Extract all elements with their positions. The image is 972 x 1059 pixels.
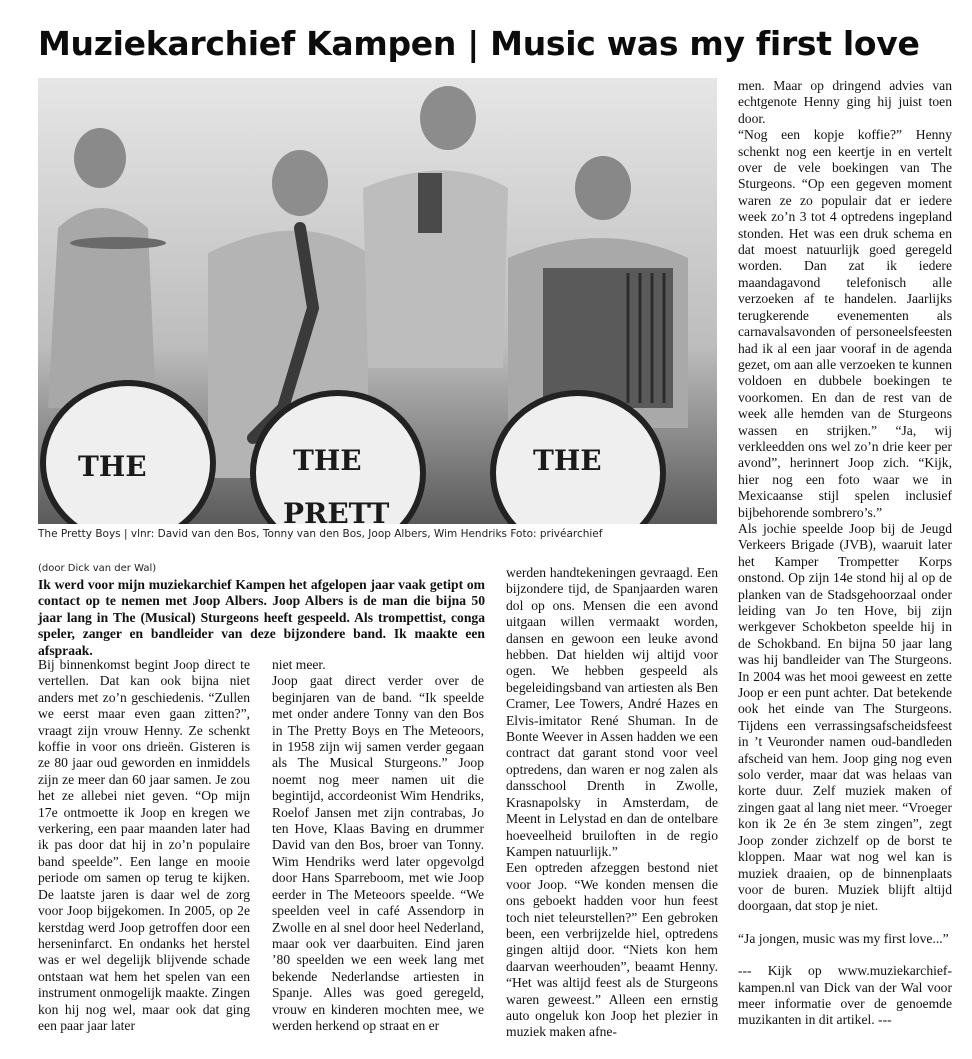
column-text: Bij binnenkomst begint Joop direct te vertellen. Dat kan ook bijna niet anders met zo’n geschiedenis. “Zullen we eerst maar even gaan zitten?”, vraagt zijn vrouw Henny. Ze schenkt koffie in voor ons drieën. Gisteren is ze 80 jaar oud geworden en inmiddels zijn ze meer dan 60 jaar samen. Je zou het ze allebei niet geven. “Op mijn 17e ontmoette ik Joop en kregen we verkering, een paar maanden later had ik pas door dat hij in zo’n populaire band speelde”. Een lange en mooie periode om samen op terug te kijken. De laatste jaren is daar wel de zorg voor Joop bijgekomen. In 2005, op 2e kerstdag werd Joop getroffen door een herseninfarct. En ondanks het herstel was er wel degelijk blijvende schade ontstaan wat hem het spelen van een instrument onmogelijk maakte. Zingen kon hij nog wel, maar ook dat ging een paar jaar later (38, 657, 250, 1033)
intro-paragraph: Ik werd voor mijn muziekarchief Kampen het afgelopen jaar vaak getipt om contact op te nemen met Joop Albers. Joop Albers is de man die bijna 50 jaar lang in The (Musical) Sturgeons heeft gespeeld. Als trompettist, conga speler, zanger en bandleider van deze bijzondere band. Ik maakte een afspraak. (38, 577, 485, 658)
drum-lettering: PRETT (283, 497, 390, 524)
article-column-4 (738, 78, 952, 1029)
drum-lettering: THE (78, 450, 147, 483)
photo-caption: The Pretty Boys | vlnr: David van den Bos, Tonny van den Bos, Joop Albers, Wim Hendriks Foto: privéarchief (38, 528, 603, 540)
column-text: men. Maar op dringend advies van echtgenote Henny ging hij juist toen door. “Nog een kopje koffie?” Henny schenkt nog een keertje in en vertelt over de vele boekingen van The Sturgeons. “Op een gegeven moment waren ze zo populair dat er iedere week zo’n 3 tot 4 optredens ingepland stonden. Het was een druk schema en dat moest natuurlijk goed geregeld worden. Dan zat ik iedere maandagavond telefonisch alle verzoeken af te handelen. Jaarlijks terugkerende evenementen als carnavalsavonden of personeelsfeesten had ik al een jaar vooraf in de agenda gezet, om aan alle verzoeken te kunnen voldoen en dubbele boekingen te voorkomen. En dan de rest van de week alle hemden van de Sturgeons wassen en strijken.” “Ja, wij verkleedden ons wel zo’n drie keer per avond”, herinnert Joop zich. “Kijk, hier nog een foto waar we in Mexicaanse stijl spelen inclusief bijbehorende sombrero’s.” Als jochie speelde Joop bij de Jeugd Verkeers Brigade (JVB), waaruit later het Kamper Trompetter Korps onstond. Op zijn 14e stond hij al op de planken van de Stadsgehoorzaal onder leiding van Jo ten Hove, bij zijn werkgever Schokbeton speelde hij in de Schokband. En bijna 50 jaar lang was hij bandleider van The Sturgeons. In 2004 was het mooi geweest en zette Joop er een punt achter. Dat betekende ook het einde van The Sturgeons. Tijdens een verrassingsafscheidsfeest in ’t Veuronder namen oud-bandleden afscheid van hem. Joop ging nog even solo verder, maar dat was helaas van korte duur. Zelf muziek maken of zingen gaat al lang niet meer. “Vroeger kon ik 2e én 3e stem zingen”, zegt Joop zonder zichzelf op de borst te kloppen. Maar wat nog wel kan is muziek draaien, op de binnenplaats voor de buren. Muziek blijft altijd doorgaan, dat stop je niet. (738, 78, 952, 914)
column-text: niet meer. Joop gaat direct verder over de beginjaren van de band. “Ik speelde met onder andere Tonny van den Bos in The Pretty Boys en The Meteoors, in 1958 zijn wij samen verder gegaan als The Musical Sturgeons.” Joop noemt nog meer namen uit die begintijd, accordeonist Wim Hendriks, Roelof Jansen met zijn contrabas, Jo ten Hove, Klaas Baving en drummer David van den Bos, broer van Tonny. Wim Hendriks werd later opgevolgd door Hans Sparreboom, met wie Joop eerder in The Meteoors speelde. “We speelden veel in café Assendorp in Zwolle en al snel door heel Nederland, maar ook ver daarbuiten. Eind jaren ’80 speelden we een week lang met bekende Nederlandse artiesten in Spanje. Alles was goed geregeld, vrouw en kinderen mochten mee, we werden herkend op straat en er (272, 657, 484, 1033)
column-text: werden handtekeningen gevraagd. Een bijzondere tijd, de Spanjaarden waren dol op ons. Mensen die een avond uitgaan willen vermaakt worden, dansen en gewoon een leuke avond hebben. Dat hielden wij altijd voor ogen. We hebben gespeeld als begeleidingsband van artiesten als Ben Cramer, Lee Towers, André Hazes en Elvis-imitator René Shuman. In de Bonte Weever in Assen hadden we een contract dat garant stond voor veel optredens, dan waren er nog zalen als dansschool Drenth in Zwolle, Krasnapolsky in Amsterdam, de Meent in Lelystad en dan de ontelbare hoeveelheid bruiloften in de regio Kampen natuurlijk.” Een optreden afzeggen bestond niet voor Joop. “We konden mensen die ons geboekt hadden voor hun feest toch niet teleurstellen?” Een gebroken been, een verbrijzelde hiel, optredens gingen altijd door. “Niets kon hem daarvan weerhouden”, beaamt Henny. “Het was altijd feest als de Sturgeons waren geweest.” Alleen een ernstig auto ongeluk kon Joop het plezier in muziek maken afne- (506, 565, 718, 1040)
article-column-2 (272, 657, 484, 1034)
drum-lettering: THE (533, 444, 602, 477)
closing-quote: “Ja jongen, music was my first love...” (738, 930, 949, 946)
drum-lettering: THE (293, 444, 362, 477)
byline: (door Dick van der Wal) (38, 563, 157, 574)
article-footer: --- Kijk op www.muziekarchief-kampen.nl van Dick van der Wal voor meer informatie over de genoemde muzikanten in dit artikel. --- (738, 963, 952, 1028)
band-photo (38, 78, 717, 524)
article-headline: Muziekarchief Kampen | Music was my first love (38, 24, 920, 63)
article-column-3 (506, 565, 718, 1041)
article-column-1 (38, 657, 250, 1034)
